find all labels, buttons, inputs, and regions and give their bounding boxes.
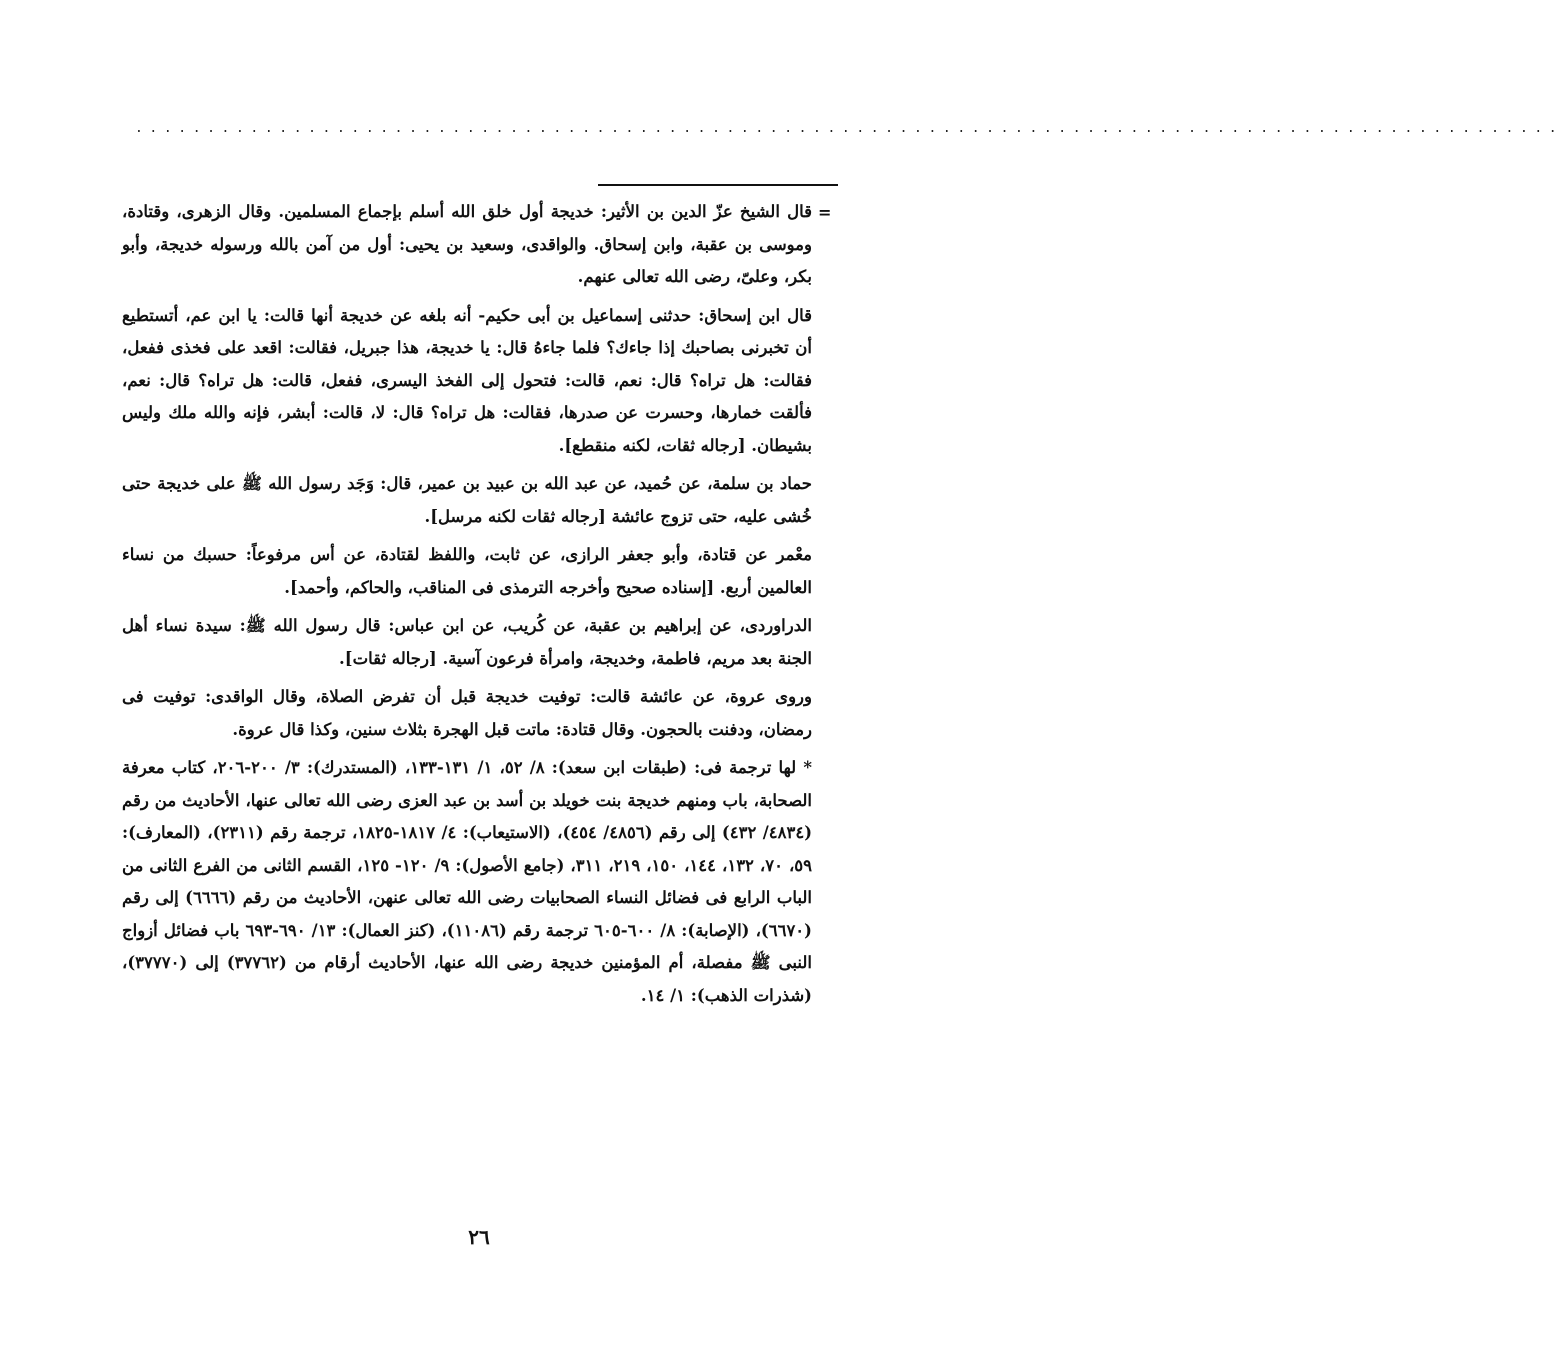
paragraph-muamar: معْمر عن قتادة، وأبو جعفر الرازى، عن ثابت، واللفظ لقتادة، عن أس مرفوعاً: حسبك من نساء العالمين أربع. [إسناده صحيح وأخرجه الترمذى فى المناقب، والحاكم، وأحمد]. <box>122 545 812 597</box>
page-number: ٢٦ <box>468 1225 490 1249</box>
paragraph-ibn-ishaq: قال ابن إسحاق: حدثنى إسماعيل بن أبى حكيم- أنه بلغه عن خديجة أنها قالت: يا ابن عم، أتستطيع أن تخبرنى بصاحبك إذا جاءك؟ فلما جاءهُ قال: يا خديجة، هذا جبريل، فقالت: اقعد على فخذى ففعل، فقالت: هل تراه؟ قال: نعم، قالت: فتحول إلى الفخذ اليسرى، ففعل، قالت: هل تراه؟ قال: نعم، فألقت خمارها، وحسرت عن صدرها، فقالت: هل تراه؟ قال: لا، قالت: أبشر، فإنه والله ملك وليس بشيطان. [رجاله ثقات، لكنه منقطع]. <box>122 305 812 455</box>
page-body <box>122 196 812 1018</box>
paragraph-darawardi: الدراوردى، عن إبراهيم بن عقبة، عن كُريب، عن ابن عباس: قال رسول الله ﷺ: سيدة نساء أهل الجنة بعد مريم، فاطمة، وخديجة، وامرأة فرعون آسية. [رجاله ثقات]. <box>122 616 812 668</box>
paragraph-hammad: حماد بن سلمة، عن حُميد، عن عبد الله بن عبيد بن عمير، قال: وَجَد رسول الله ﷺ على خديجة حتى خُشى عليه، حتى تزوج عائشة [رجاله ثقات لكنه مرسل]. <box>122 474 812 526</box>
top-dotted-separator: ................................................................................................... <box>135 121 1563 136</box>
paragraph-urwa: وروى عروة، عن عائشة قالت: توفيت خديجة قبل أن تفرض الصلاة، وقال الواقدى: توفيت فى رمضان، ودفنت بالحجون. وقال قتادة: ماتت قبل الهجرة بثلاث سنين، وكذا قال عروة. <box>122 687 812 739</box>
footnote-rule <box>598 184 838 186</box>
paragraph-references: * لها ترجمة فى: (طبقات ابن سعد): ٨/ ٥٢، ١/ ١٣١-١٣٣، (المستدرك): ٣/ ٢٠٠-٢٠٦، كتاب معرفة الصحابة، باب ومنهم خديجة بنت خويلد بن أسد بن عبد العزى رضى الله تعالى عنها، الأحاديث من رقم (٤٨٣٤/ ٤٣٢) إلى رقم (٤٨٥٦/ ٤٥٤)، (الاستيعاب): ٤/ ١٨١٧-١٨٢٥، ترجمة رقم (٢٣١١)، (المعارف): ٥٩، ٧٠، ١٣٢، ١٤٤، ١٥٠، ٢١٩، ٣١١، (جامع الأصول): ٩/ ١٢٠- ١٢٥، القسم الثانى من الفرع الثانى من الباب الرابع فى فضائل النساء الصحابيات رضى الله تعالى عنهن، الأحاديث من رقم (٦٦٦٦) إلى رقم (٦٦٧٠)، (الإصابة): ٨/ ٦٠٠-٦٠٥ ترجمة رقم (١١٠٨٦)، (كنز العمال): ١٣/ ٦٩٠-٦٩٣ باب فضائل أزواج النبى ﷺ مفصلة، أم المؤمنين خديجة رضى الله عنها، الأحاديث أرقام من (٣٧٧٦٢) إلى (٣٧٧٧٠)، (شذرات الذهب): ١/ ١٤. <box>122 758 813 1005</box>
continuation-mark: = <box>818 203 832 222</box>
paragraph-ibn-athir: قال الشيخ عزّ الدين بن الأثير: خديجة أول خلق الله أسلم بإجماع المسلمين. وقال الزهرى، وقتادة، وموسى بن عقبة، وابن إسحاق. والواقدى، وسعيد بن يحيى: أول من آمن بالله ورسوله خديجة، وأبو بكر، وعلىّ، رضى الله تعالى عنهم. <box>122 202 812 286</box>
